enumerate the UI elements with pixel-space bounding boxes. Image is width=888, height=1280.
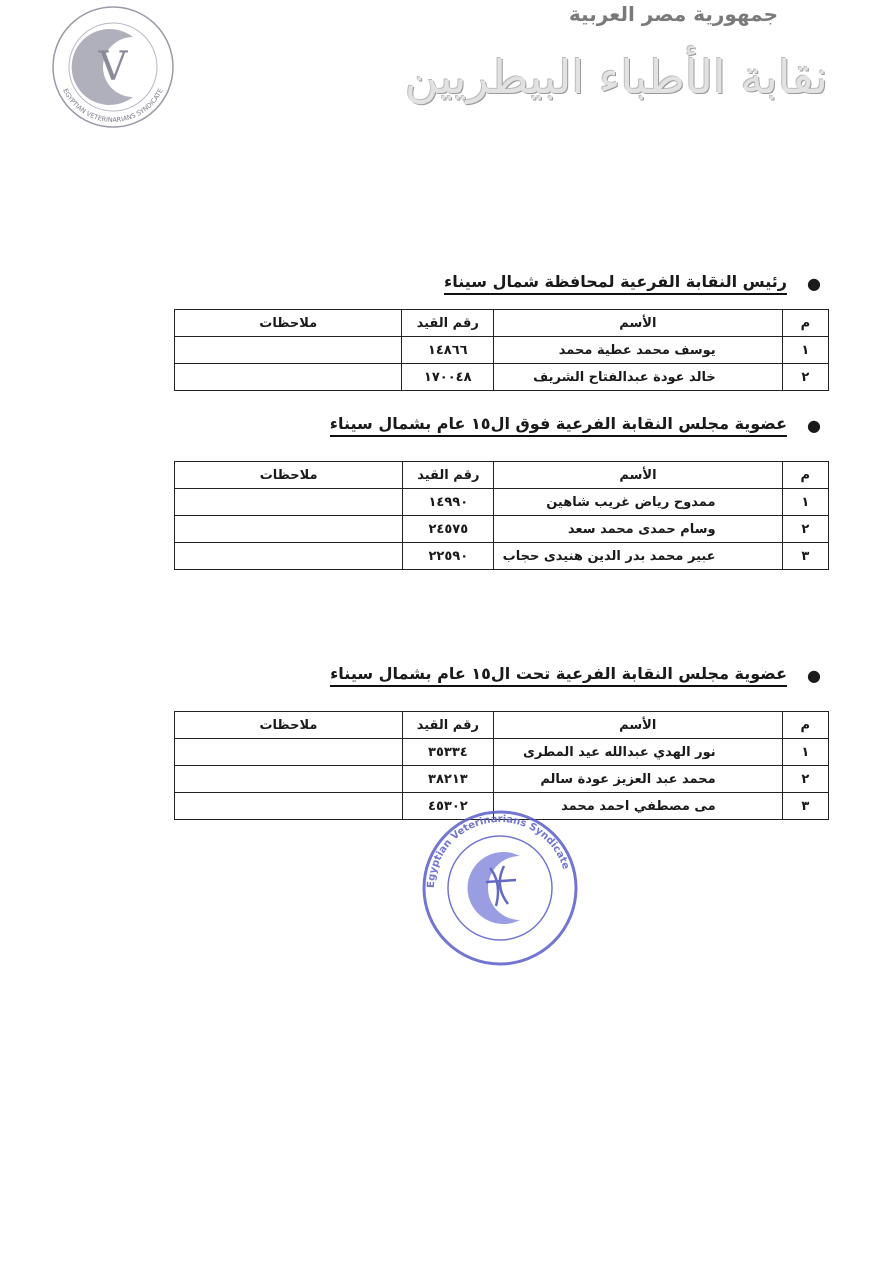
row-reg: ١٧٠٠٤٨ bbox=[402, 364, 494, 391]
col-reg: رقم القيد bbox=[402, 310, 494, 337]
row-reg: ١٤٨٦٦ bbox=[402, 337, 494, 364]
col-notes: ملاحظات bbox=[175, 712, 403, 739]
col-reg: رقم القيد bbox=[403, 462, 494, 489]
col-name: الأسم bbox=[494, 462, 782, 489]
bullet-icon: ● bbox=[807, 274, 821, 293]
members-table bbox=[174, 309, 829, 391]
row-name: نور الهدي عبدالله عيد المطرى bbox=[493, 739, 782, 766]
row-no: ٢ bbox=[782, 516, 828, 543]
col-notes: ملاحظات bbox=[175, 462, 403, 489]
row-name: خالد عودة عبدالفتاح الشريف bbox=[494, 364, 783, 391]
svg-text:V: V bbox=[98, 44, 128, 90]
col-no: م bbox=[782, 310, 828, 337]
row-name: عبير محمد بدر الدين هنيدى حجاب bbox=[494, 543, 782, 570]
section-title: رئيس النقابة الفرعية لمحافظة شمال سيناء bbox=[444, 272, 787, 295]
section-title: عضوية مجلس النقابة الفرعية تحت ال١٥ عام بشمال سيناء bbox=[330, 664, 787, 687]
bullet-icon: ● bbox=[807, 416, 821, 435]
row-notes bbox=[175, 516, 403, 543]
members-table bbox=[174, 461, 829, 570]
table-row bbox=[175, 543, 829, 570]
svg-text:EGYPTIAN VETERINARIANS SYNDICA: EGYPTIAN VETERINARIANS SYNDICATE bbox=[61, 87, 165, 125]
row-reg: ٣٥٣٣٤ bbox=[402, 739, 493, 766]
col-no: م bbox=[782, 712, 828, 739]
row-no: ١ bbox=[782, 337, 828, 364]
table-row bbox=[175, 766, 829, 793]
section-heading bbox=[174, 664, 829, 687]
table-row bbox=[175, 489, 829, 516]
col-name: الأسم bbox=[493, 712, 782, 739]
section-heading bbox=[174, 414, 829, 437]
row-no: ٢ bbox=[782, 364, 828, 391]
official-stamp bbox=[420, 808, 580, 968]
syndicate-title: نقابة الأطباء البيطريين bbox=[404, 50, 828, 104]
row-no: ١ bbox=[782, 489, 828, 516]
bullet-icon: ● bbox=[807, 666, 821, 685]
table-row bbox=[175, 364, 829, 391]
row-reg: ٣٨٢١٣ bbox=[402, 766, 493, 793]
table-row bbox=[175, 516, 829, 543]
row-notes bbox=[175, 364, 402, 391]
row-notes bbox=[175, 489, 403, 516]
row-no: ٢ bbox=[782, 766, 828, 793]
row-notes bbox=[175, 793, 403, 820]
table-header-row bbox=[175, 462, 829, 489]
row-notes bbox=[175, 766, 403, 793]
row-name: محمد عبد العزيز عودة سالم bbox=[493, 766, 782, 793]
section-council-under-15 bbox=[174, 664, 829, 820]
row-no: ٣ bbox=[782, 543, 828, 570]
row-reg: ٤٥٣٠٢ bbox=[402, 793, 493, 820]
row-no: ٣ bbox=[782, 793, 828, 820]
syndicate-logo bbox=[38, 2, 188, 132]
table-row bbox=[175, 337, 829, 364]
row-reg: ٢٤٥٧٥ bbox=[403, 516, 494, 543]
row-name: وسام حمدى محمد سعد bbox=[494, 516, 782, 543]
svg-text:Egyptian Veterinarians Syndica: Egyptian Veterinarians Syndicate bbox=[425, 813, 572, 889]
row-notes bbox=[175, 543, 403, 570]
section-branch-head bbox=[174, 272, 829, 391]
col-no: م bbox=[782, 462, 828, 489]
row-no: ١ bbox=[782, 739, 828, 766]
row-reg: ٢٢٥٩٠ bbox=[403, 543, 494, 570]
row-notes bbox=[175, 337, 402, 364]
section-council-over-15 bbox=[174, 414, 829, 570]
row-name: ممدوح رياض غريب شاهين bbox=[494, 489, 782, 516]
table-row bbox=[175, 739, 829, 766]
col-reg: رقم القيد bbox=[402, 712, 493, 739]
section-title: عضوية مجلس النقابة الفرعية فوق ال١٥ عام بشمال سيناء bbox=[330, 414, 787, 437]
members-table bbox=[174, 711, 829, 820]
col-notes: ملاحظات bbox=[175, 310, 402, 337]
table-header-row bbox=[175, 712, 829, 739]
row-name: مى مصطفي احمد محمد bbox=[493, 793, 782, 820]
row-notes bbox=[175, 739, 403, 766]
col-name: الأسم bbox=[494, 310, 783, 337]
table-header-row bbox=[175, 310, 829, 337]
row-reg: ١٤٩٩٠ bbox=[403, 489, 494, 516]
country-name: جمهورية مصر العربية bbox=[568, 2, 778, 26]
section-heading bbox=[174, 272, 829, 295]
row-name: يوسف محمد عطية محمد bbox=[494, 337, 783, 364]
